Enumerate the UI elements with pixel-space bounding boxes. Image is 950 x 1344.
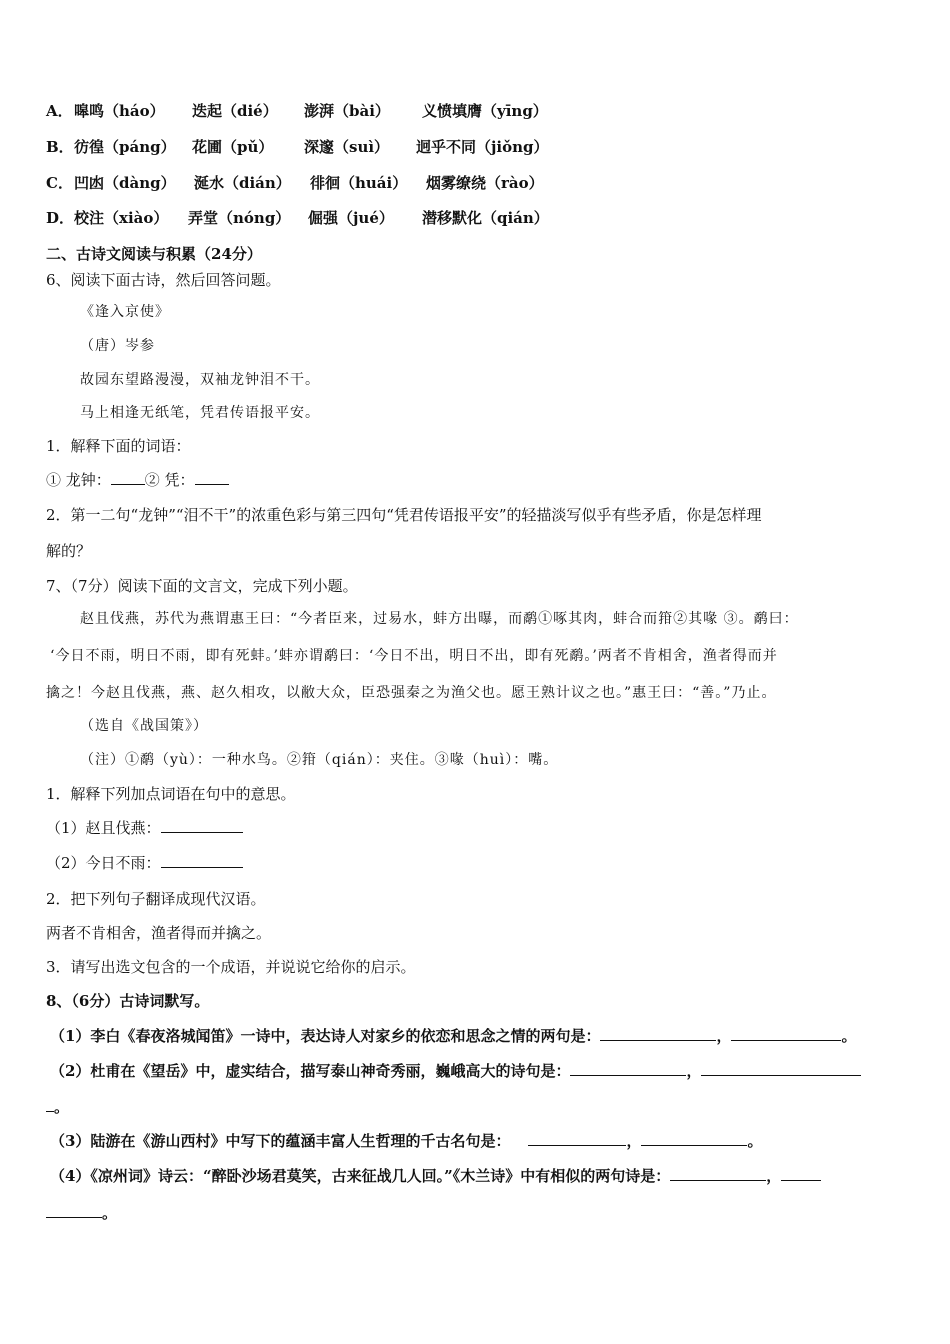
q8-item2 <box>50 1061 861 1081</box>
option-item: 徘徊（huái） <box>310 174 408 192</box>
q8-item-text: （4）《凉州词》诗云：“醉卧沙场君莫笑，古来征战几人回。”《木兰诗》中有相似的两句诗是： <box>50 1167 671 1185</box>
q8-item4-cont <box>46 1203 117 1223</box>
passage-source: （选自《战国策》） <box>80 718 208 734</box>
q7-s1b <box>46 853 243 873</box>
option-letter: B． <box>46 138 74 156</box>
q6-sub2: 2．第一二句“龙钟”“泪不干”的浓重色彩与第三四句“凭君传语报平安”的轻描淡写似乎有些矛盾，你是怎样理 <box>46 506 762 524</box>
q8-item-text: （3）陆游在《游山西村》中写下的蕴涵丰富人生哲理的千古名句是： <box>50 1132 511 1150</box>
q6-intro: 6、阅读下面古诗，然后回答问题。 <box>46 271 281 289</box>
option-item: 迭起（dié） <box>192 102 278 120</box>
q7-s2: 2．把下列句子翻译成现代汉语。 <box>46 890 266 908</box>
option-item: 倔强（jué） <box>308 209 394 227</box>
q8-item3 <box>50 1131 762 1151</box>
q8-item4 <box>50 1166 821 1186</box>
option-item: 凹凼（dàng） <box>74 174 176 192</box>
answer-blank[interactable] <box>528 1131 626 1146</box>
section-heading: 二、古诗文阅读与积累（24分） <box>46 245 262 263</box>
option-item: 校注（xiào） <box>74 209 169 227</box>
punct: ， <box>686 1062 702 1080</box>
option-c[interactable] <box>46 173 906 195</box>
poem-line: 故园东望路漫漫，双袖龙钟泪不干。 <box>80 372 320 388</box>
q8-item2-cont <box>46 1097 69 1117</box>
passage-note: （注）①鹬（yù）：一种水鸟。②箝（qián）：夹住。③喙（huì）：嘴。 <box>80 752 559 768</box>
answer-blank[interactable] <box>731 1026 841 1041</box>
poem-line: 马上相逢无纸笔，凭君传语报平安。 <box>80 405 320 421</box>
answer-blank[interactable] <box>600 1026 716 1041</box>
passage-line: ‘今日不雨，明日不雨，即有死蚌。’蚌亦谓鹬曰：‘今日不出，明日不出，即有死鹬。’两者不肯相舍，渔者得而并 <box>50 648 778 664</box>
answer-label: ② 凭： <box>144 471 195 489</box>
option-item: 潜移默化（qián） <box>422 209 549 227</box>
passage-line: 擒之！今赵且伐燕，燕、赵久相攻，以敝大众，臣恐强秦之为渔父也。愿王熟计议之也。”惠王曰：“善。”乃止。 <box>46 685 777 701</box>
q8-item-text: （1）李白《春夜洛城闻笛》一诗中，表达诗人对家乡的依恋和思念之情的两句是： <box>50 1027 601 1045</box>
option-a[interactable] <box>46 101 906 123</box>
answer-label: ① 龙钟： <box>46 471 111 489</box>
answer-blank[interactable] <box>781 1166 821 1181</box>
punct: ， <box>716 1027 732 1045</box>
option-item: 义愤填膺（yīng） <box>422 102 548 120</box>
q7-intro: 7、（7分）阅读下面的文言文，完成下列小题。 <box>46 577 358 595</box>
option-letter: C． <box>46 174 73 192</box>
poem-title: 《逢入京使》 <box>80 304 170 320</box>
answer-blank[interactable] <box>111 470 145 485</box>
q7-s2a: 两者不肯相舍，渔者得而并擒之。 <box>46 924 272 942</box>
poem-author: （唐）岑参 <box>80 338 155 354</box>
option-item: 迥乎不同（jiǒng） <box>416 138 549 156</box>
option-d[interactable] <box>46 208 906 230</box>
option-letter: A． <box>46 102 73 120</box>
option-item: 深邃（suì） <box>304 138 390 156</box>
q7-s1a <box>46 818 243 838</box>
answer-blank[interactable] <box>570 1061 686 1076</box>
q6-sub1-answers <box>46 470 229 490</box>
option-item: 涎水（dián） <box>194 174 291 192</box>
answer-blank[interactable] <box>46 1203 102 1218</box>
answer-label: （1）赵且伐燕： <box>46 819 161 837</box>
option-item: 彷徨（páng） <box>74 138 176 156</box>
q6-sub1: 1．解释下面的词语： <box>46 437 191 455</box>
option-item: 花圃（pǔ） <box>192 138 274 156</box>
punct: 。 <box>747 1132 763 1150</box>
answer-blank[interactable] <box>161 853 243 868</box>
answer-blank[interactable] <box>641 1131 747 1146</box>
option-item: 烟雾缭绕（rào） <box>426 174 544 192</box>
punct: ， <box>766 1167 782 1185</box>
option-b[interactable] <box>46 137 906 159</box>
answer-blank[interactable] <box>161 818 243 833</box>
q8-intro: 8、（6分）古诗词默写。 <box>46 992 210 1010</box>
option-item: 嗥鸣（háo） <box>74 102 165 120</box>
option-letter: D． <box>46 209 75 227</box>
punct: 。 <box>54 1098 70 1116</box>
option-item: 弄堂（nóng） <box>188 209 291 227</box>
option-item: 澎湃（bài） <box>304 102 390 120</box>
answer-blank[interactable] <box>701 1061 861 1076</box>
q8-item1 <box>50 1026 856 1046</box>
q7-s1: 1．解释下列加点词语在句中的意思。 <box>46 785 296 803</box>
answer-blank[interactable] <box>670 1166 766 1181</box>
punct: ， <box>626 1132 642 1150</box>
q6-sub2-cont: 解的？ <box>46 542 92 560</box>
answer-blank[interactable] <box>46 1097 54 1112</box>
passage-line: 赵且伐燕，苏代为燕谓惠王曰：“今者臣来，过易水，蚌方出曝，而鹬①啄其肉，蚌合而箝②其喙 ③。鹬曰： <box>80 611 799 627</box>
punct: 。 <box>841 1027 857 1045</box>
q8-item-text: （2）杜甫在《望岳》中，虚实结合，描写泰山神奇秀丽，巍峨高大的诗句是： <box>50 1062 571 1080</box>
punct: 。 <box>102 1204 118 1222</box>
answer-blank[interactable] <box>195 470 229 485</box>
q7-s3: 3．请写出选文包含的一个成语，并说说它给你的启示。 <box>46 958 416 976</box>
answer-label: （2）今日不雨： <box>46 854 161 872</box>
